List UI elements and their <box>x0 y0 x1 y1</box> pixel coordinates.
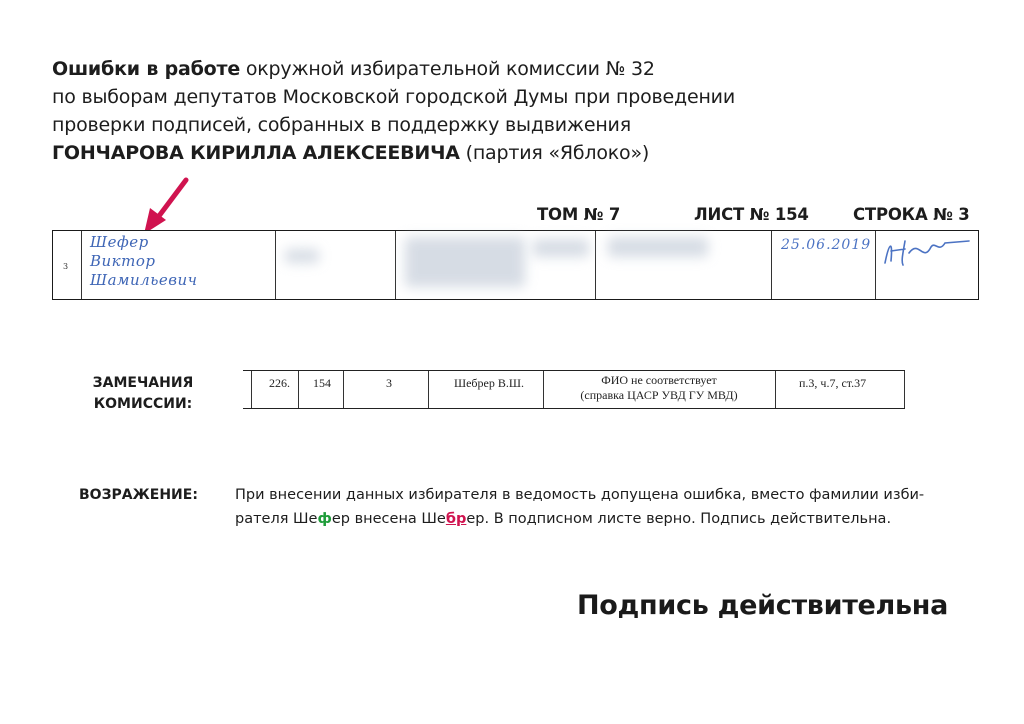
row-number-ref: СТРОКА № 3 <box>853 205 970 224</box>
extract-col-divider <box>251 371 252 408</box>
objection-part-b: рателя Ше <box>235 511 318 527</box>
objection-line-1: При внесении данных избирателя в ведомость допущена ошибка, вместо фамилии изби- <box>235 487 925 503</box>
extract-line: 3 <box>386 376 392 390</box>
title-line-4 <box>52 139 735 167</box>
objection-text <box>235 483 955 531</box>
extract-reason-2: (справка ЦАСР УВД ГУ МВД) <box>580 388 738 402</box>
extract-law: п.3, ч.7, ст.37 <box>799 376 867 390</box>
title-line1-rest: окружной избирательной комиссии № 32 <box>240 58 655 80</box>
verdict-heading: Подпись действительна <box>577 590 949 621</box>
handwritten-patronymic: Шамильевич <box>90 271 198 289</box>
extract-name: Шебрер В.Ш. <box>454 376 524 390</box>
extract-col-divider <box>343 371 344 408</box>
objection-part-d: ер. В подписном листе верно. Подпись действительна. <box>466 511 892 527</box>
volume-number: ТОМ № 7 <box>537 205 621 224</box>
extract-col-divider <box>775 371 776 408</box>
objection-label: ВОЗРАЖЕНИЕ: <box>79 487 198 503</box>
extract-number: 226. <box>269 376 290 390</box>
extract-sheet: 154 <box>313 376 331 390</box>
pointer-arrow-icon <box>140 176 192 236</box>
extract-reason <box>543 373 775 403</box>
commission-remarks-label: ЗАМЕЧАНИЯ КОМИССИИ: <box>92 375 194 412</box>
handwritten-surname: Шефер <box>90 233 149 251</box>
extract-col-divider <box>298 371 299 408</box>
objection-part-c: ер внесена Ше <box>331 511 446 527</box>
handwritten-signature-icon <box>879 233 975 273</box>
blurred-passport <box>608 237 708 257</box>
title-line-1 <box>52 55 735 83</box>
title-line-2: по выборам депутатов Московской городской Думы при проведении <box>52 86 735 108</box>
sheet-row-number: 3 <box>63 262 69 271</box>
extract-col-divider <box>428 371 429 408</box>
blurred-address <box>405 237 525 287</box>
extract-col-divider <box>904 371 905 408</box>
correct-letter: ф <box>317 511 332 527</box>
objection-line-2 <box>235 507 955 531</box>
handwritten-date: 25.06.2019 <box>781 237 872 253</box>
sheet-col-birth <box>275 231 396 299</box>
handwritten-name <box>90 233 197 290</box>
extract-reason-1: ФИО не соответствует <box>601 373 717 387</box>
title-line-3: проверки подписей, собранных в поддержку выдвижения <box>52 114 631 136</box>
blurred-birth-date <box>285 249 319 263</box>
party-name: (партия «Яблоко») <box>459 142 650 164</box>
title-bold-lead: Ошибки в работе <box>52 58 241 80</box>
candidate-name: ГОНЧАРОВА КИРИЛЛА АЛЕКСЕЕВИЧА <box>52 142 460 164</box>
handwritten-firstname: Виктор <box>90 252 156 270</box>
signature-sheet-scan <box>52 230 979 300</box>
blurred-address-2 <box>533 239 589 257</box>
document-title <box>52 55 735 167</box>
commission-remarks-extract <box>243 370 905 409</box>
sheet-number: ЛИСТ № 154 <box>694 205 809 224</box>
wrong-letters: бр <box>445 511 467 527</box>
